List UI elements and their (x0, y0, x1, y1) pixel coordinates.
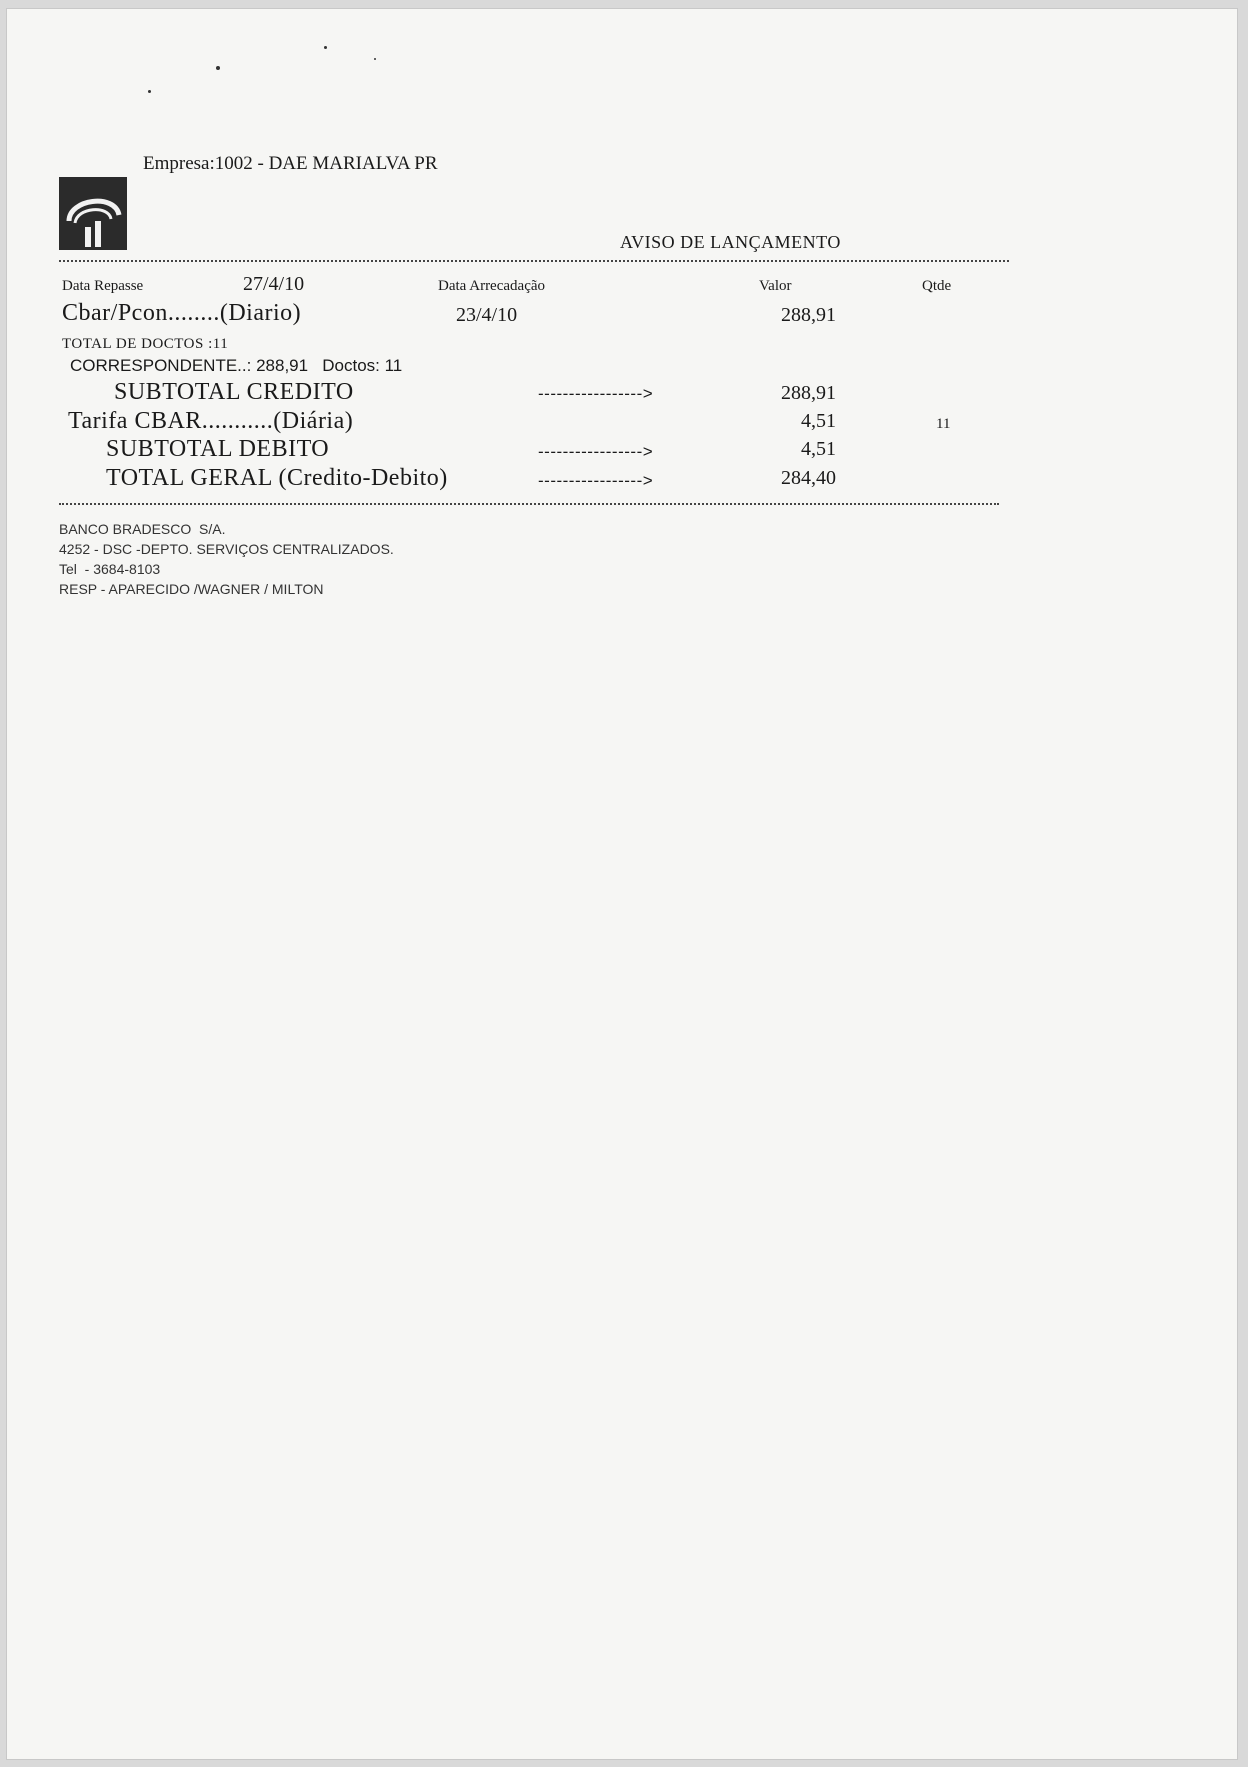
company-name: Empresa:1002 - DAE MARIALVA PR (143, 153, 438, 174)
footer-department: 4252 - DSC -DEPTO. SERVIÇOS CENTRALIZADOS. (59, 541, 394, 557)
scan-speck (148, 90, 151, 93)
data-arrecadacao-label: Data Arrecadação (438, 278, 546, 294)
footer-responsible: RESP - APARECIDO /WAGNER / MILTON (59, 581, 324, 597)
subtotal-debito-label: SUBTOTAL DEBITO (106, 436, 330, 462)
tarifa-cbar-qtde: 11 (936, 416, 951, 432)
divider-bottom (59, 503, 999, 505)
footer-phone: Tel - 3684-8103 (59, 561, 161, 577)
valor-label: Valor (759, 278, 792, 294)
subtotal-credito-value: 288,91 (781, 382, 836, 404)
bradesco-logo-icon (59, 177, 127, 250)
scan-speck (374, 58, 376, 60)
cbar-pcon-date: 23/4/10 (456, 304, 518, 326)
scan-speck (216, 66, 220, 70)
tarifa-cbar-label: Tarifa CBAR...........(Diária) (68, 408, 354, 434)
cbar-pcon-value: 288,91 (781, 304, 836, 326)
total-geral-arrow: -----------------> (538, 471, 654, 490)
total-geral-value: 284,40 (781, 467, 836, 489)
data-repasse-value: 27/4/10 (243, 273, 305, 295)
scan-speck (324, 46, 327, 49)
subtotal-debito-value: 4,51 (801, 438, 836, 460)
total-geral-label: TOTAL GERAL (Credito-Debito) (106, 465, 448, 491)
data-repasse-label: Data Repasse (62, 278, 144, 294)
document-title: AVISO DE LANÇAMENTO (620, 232, 841, 252)
subtotal-credito-arrow: -----------------> (538, 384, 654, 403)
document-page (6, 8, 1238, 1760)
divider-top (59, 260, 1009, 262)
footer-bank: BANCO BRADESCO S/A. (59, 521, 226, 537)
subtotal-debito-arrow: -----------------> (538, 442, 654, 461)
total-doctos: TOTAL DE DOCTOS :11 (62, 336, 229, 352)
qtde-label: Qtde (922, 278, 952, 294)
subtotal-credito-label: SUBTOTAL CREDITO (114, 379, 354, 405)
correspondente-line: CORRESPONDENTE..: 288,91 Doctos: 11 (70, 356, 403, 375)
tarifa-cbar-value: 4,51 (801, 410, 836, 432)
cbar-pcon-label: Cbar/Pcon........(Diario) (62, 300, 302, 326)
